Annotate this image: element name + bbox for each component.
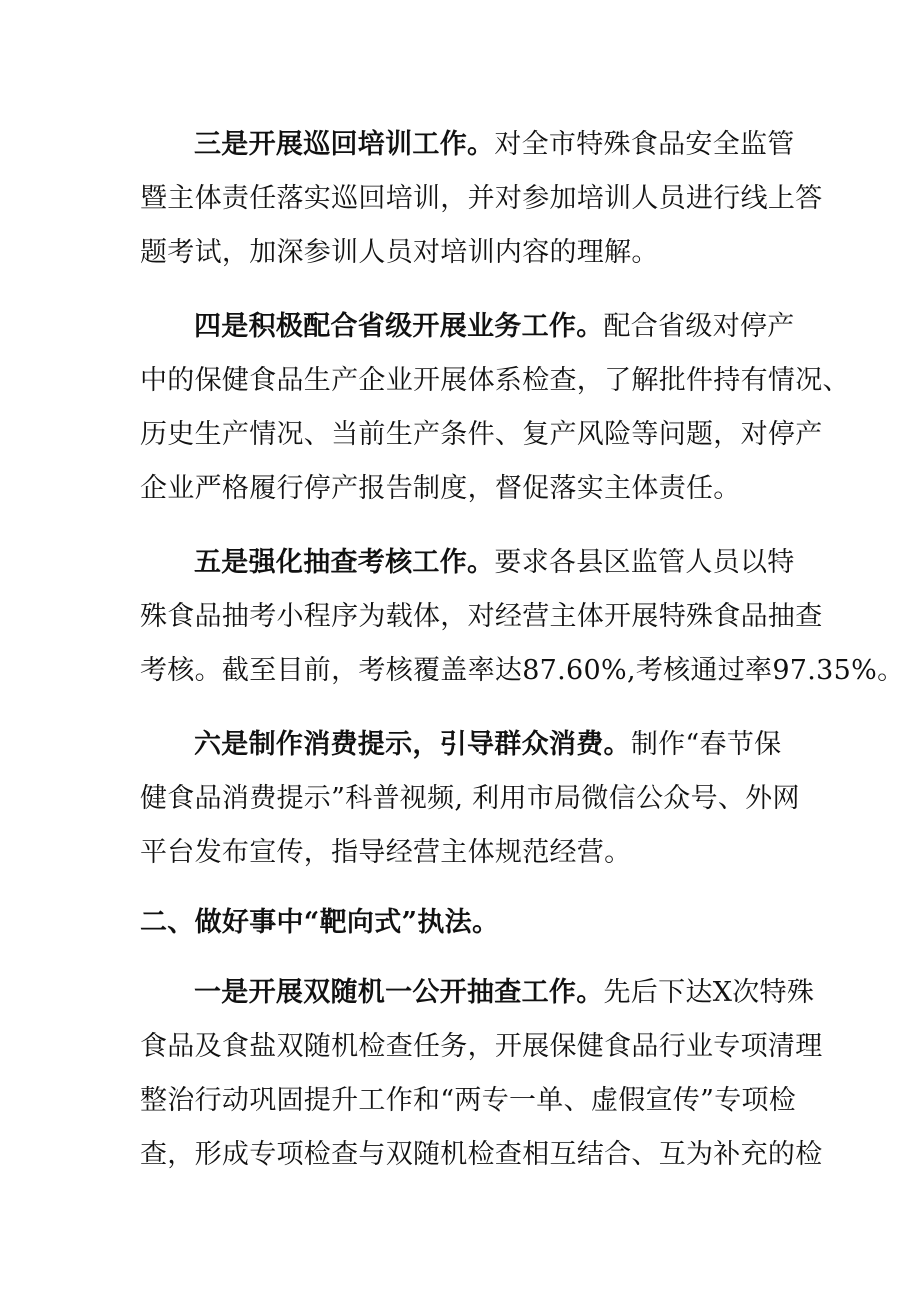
paragraph-first-line: 四是积极配合省级开展业务工作。配合省级对停产 [194, 311, 795, 342]
paragraph-training [140, 118, 823, 280]
paragraph-provincial-cooperation [140, 300, 850, 516]
paragraph-line: 中的保健食品生产企业开展体系检查，了解批件持有情况、 [140, 365, 850, 396]
paragraph-lead: 三是开展巡回培训工作。 [194, 129, 495, 160]
paragraph-line: 平台发布宣传，指导经营主体规范经营。 [140, 837, 632, 868]
paragraph-first-line: 三是开展巡回培训工作。对全市特殊食品安全监管 [194, 129, 795, 160]
paragraph-inspection-assessment [140, 536, 905, 698]
paragraph-lead: 一是开展双随机一公开抽查工作。 [194, 977, 604, 1008]
paragraph-lead: 六是制作消费提示，引导群众消费。 [194, 729, 631, 760]
paragraph-first-line: 五是强化抽查考核工作。要求各县区监管人员以特 [194, 547, 795, 578]
paragraph-first-line: 一是开展双随机一公开抽查工作。先后下达X次特殊 [194, 977, 815, 1008]
paragraph-line: 殊食品抽考小程序为载体，对经营主体开展特殊食品抽查 [140, 601, 823, 632]
paragraph-line: 历史生产情况、当前生产条件、复产风险等问题，对停产 [140, 419, 823, 450]
paragraph-line: 企业严格履行停产报告制度，督促落实主体责任。 [140, 473, 741, 504]
paragraph-first-line: 六是制作消费提示，引导群众消费。制作“春节保 [194, 729, 782, 760]
paragraph-line: 题考试，加深参训人员对培训内容的理解。 [140, 237, 659, 268]
paragraph-consumer-tips [140, 718, 800, 880]
paragraph-random-inspection [140, 966, 823, 1182]
paragraph-line: 暨主体责任落实巡回培训，并对参加培训人员进行线上答 [140, 183, 823, 214]
paragraph-line: 整治行动巩固提升工作和“两专一单、虚假宣传”专项检 [140, 1085, 797, 1116]
paragraph-line: 食品及食盐双随机检查任务，开展保健食品行业专项清理 [140, 1031, 823, 1062]
paragraph-line: 健食品消费提示”科普视频, 利用市局微信公众号、外网 [140, 783, 800, 814]
paragraph-lead: 五是强化抽查考核工作。 [194, 547, 495, 578]
paragraph-line: 查，形成专项检查与双随机检查相互结合、互为补充的检 [140, 1139, 823, 1170]
section-heading: 二、做好事中“靶向式”执法。 [140, 907, 500, 938]
paragraph-line: 考核。截至目前，考核覆盖率达87.60%,考核通过率97.35%。 [140, 655, 905, 686]
paragraph-lead: 四是积极配合省级开展业务工作。 [194, 311, 604, 342]
document-page [140, 118, 905, 1182]
